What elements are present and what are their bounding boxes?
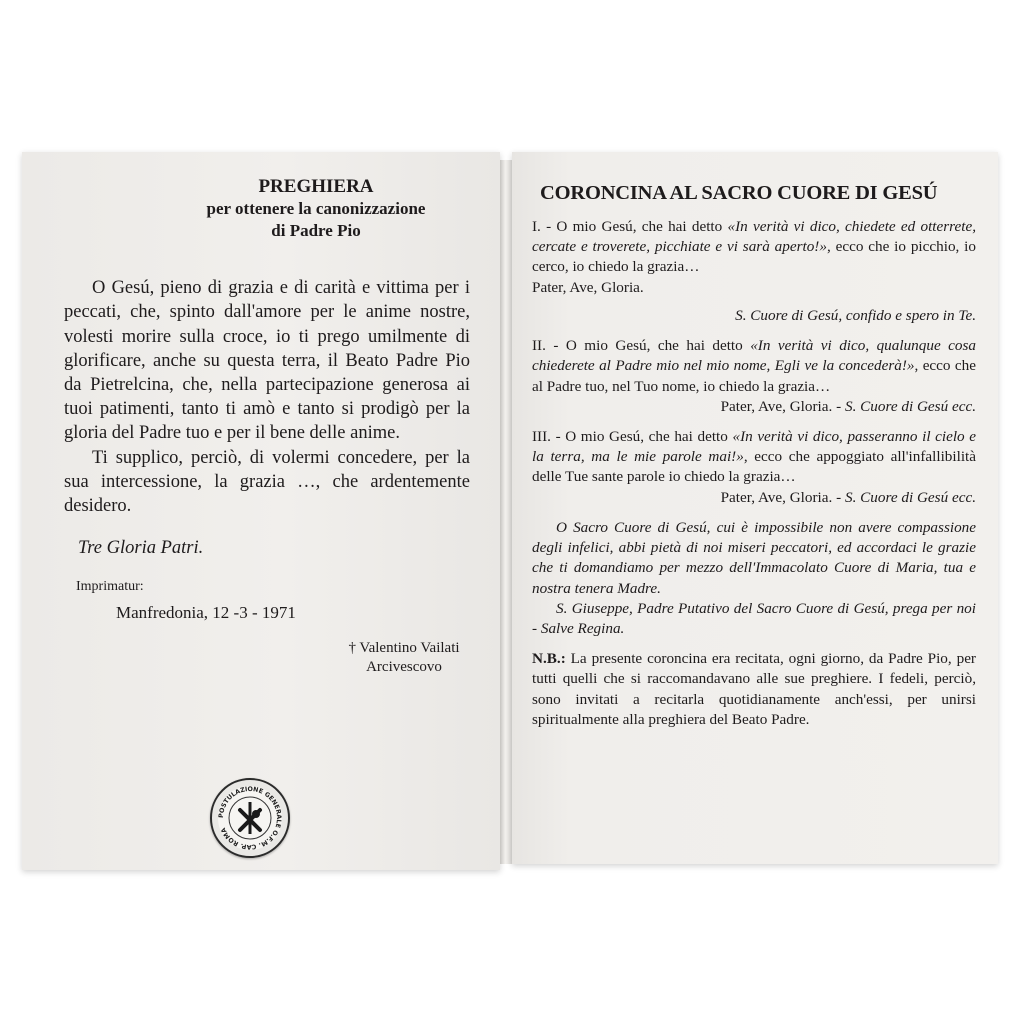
section-3-end: , ecco che appoggiato all'infallibilità delle Tue sante parole io chiedo la grazia… <box>532 448 976 486</box>
closing-prayer: O Sacro Cuore di Gesú, cui è impossibile non avere compassione degli infelici, abbi pietà di noi miseri peccatori, ed accordaci le grazie che ti domandiamo per mezzo dell'Immacolato Cuore di Maria, tua e nostra tenera Madre. <box>532 518 976 597</box>
section-2-invocation: S. Cuore di Gesú ecc. <box>844 397 976 415</box>
prayer-title: PREGHIERA <box>258 176 374 197</box>
section-3 <box>532 427 976 488</box>
left-page <box>22 152 500 870</box>
section-2-prayers: Pater, Ave, Gloria. - <box>720 397 845 415</box>
section-2 <box>532 336 976 397</box>
section-1 <box>532 217 976 278</box>
section-1-end: , ecco che io picchio, io cerco, io chiedo la grazia… <box>532 238 976 276</box>
signer-title: Arcivescovo <box>366 659 442 676</box>
imprimatur-label: Imprimatur: <box>76 578 144 594</box>
closing-invocation: S. Giuseppe, Padre Putativo del Sacro Cuore di Gesú, prega per noi - Salve Regina. <box>532 599 976 637</box>
section-1-invocation: S. Cuore di Gesú, confido e spero in Te. <box>735 306 976 324</box>
nb-label: N.B.: <box>532 650 566 668</box>
section-3-quote: «In verità vi dico, passeranno il cielo e la terra, ma le mie parole mai!» <box>532 427 976 466</box>
nb-text: La presente coroncina era recitata, ogni giorno, da Padre Pio, per tutti quelli che si raccomandavano alle sue preghiere. I fedeli, perciò, sono invitati a recitarla quotidianamente anch'essi, per unirsi spiritualmente alla preghiera del Beato Padre. <box>532 650 976 728</box>
prayer-subtitle-1: per ottenere la canonizzazione <box>206 198 426 218</box>
section-1-start: I. - O mio Gesú, che hai detto <box>532 218 728 235</box>
book-gutter <box>500 160 512 864</box>
place-date: Manfredonia, 12 -3 - 1971 <box>116 602 296 622</box>
prayer-subtitle-2: di Padre Pio <box>271 220 361 240</box>
gloria-line: Tre Gloria Patri. <box>78 538 204 559</box>
seal-text: POSTULAZIONE GENERALE O.F.M. CAP. ROMA <box>217 785 283 851</box>
section-2-prayers-line <box>532 397 976 417</box>
section-3-prayers-line <box>532 488 976 508</box>
postulation-seal <box>210 778 290 858</box>
nb-note <box>532 649 976 730</box>
seal-emblem-icon <box>212 780 288 856</box>
signer-name: † Valentino Vailati <box>348 639 460 656</box>
right-page <box>512 152 998 864</box>
prayer-paragraph-1: O Gesú, pieno di grazia e di carità e vittima per i peccati, che, spinto dall'amore per le anime nostre, volesti morire sulla croce, io ti prego umilmente di glorificare, anche su questa terra, il Beato Padre Pio da Pietrelcina, che, nella partecipazione generosa ai tuoi patimenti, tanto ti amò e tanto si prodigò per la gloria del Padre tuo e per il bene delle anime. <box>64 278 470 444</box>
section-1-quote: «In verità vi dico, chiedete ed otterrete, cercate e troverete, picchiate e vi sarà aperto!» <box>532 218 977 256</box>
section-3-prayers: Pater, Ave, Gloria. - <box>720 488 845 506</box>
section-2-start: II. - O mio Gesú, che hai detto <box>532 337 751 355</box>
section-3-start: III. - O mio Gesú, che hai detto <box>532 427 733 445</box>
coroncina-title: CORONCINA AL SACRO CUORE DI GESÚ <box>540 182 938 204</box>
prayer-paragraph-2: Ti supplico, perciò, di volermi concedere, per la sua intercessione, la grazia …, che ardentemente desidero. <box>64 447 470 517</box>
section-1-prayers: Pater, Ave, Gloria. <box>532 278 644 296</box>
section-2-quote: «In verità vi dico, qualunque cosa chiederete al Padre mio nel mio nome, Egli ve la concederà!» <box>532 337 976 375</box>
section-2-end: , ecco che al Padre tuo, nel Tuo nome, io chiedo la grazia… <box>532 357 976 395</box>
section-3-invocation: S. Cuore di Gesú ecc. <box>844 488 976 506</box>
